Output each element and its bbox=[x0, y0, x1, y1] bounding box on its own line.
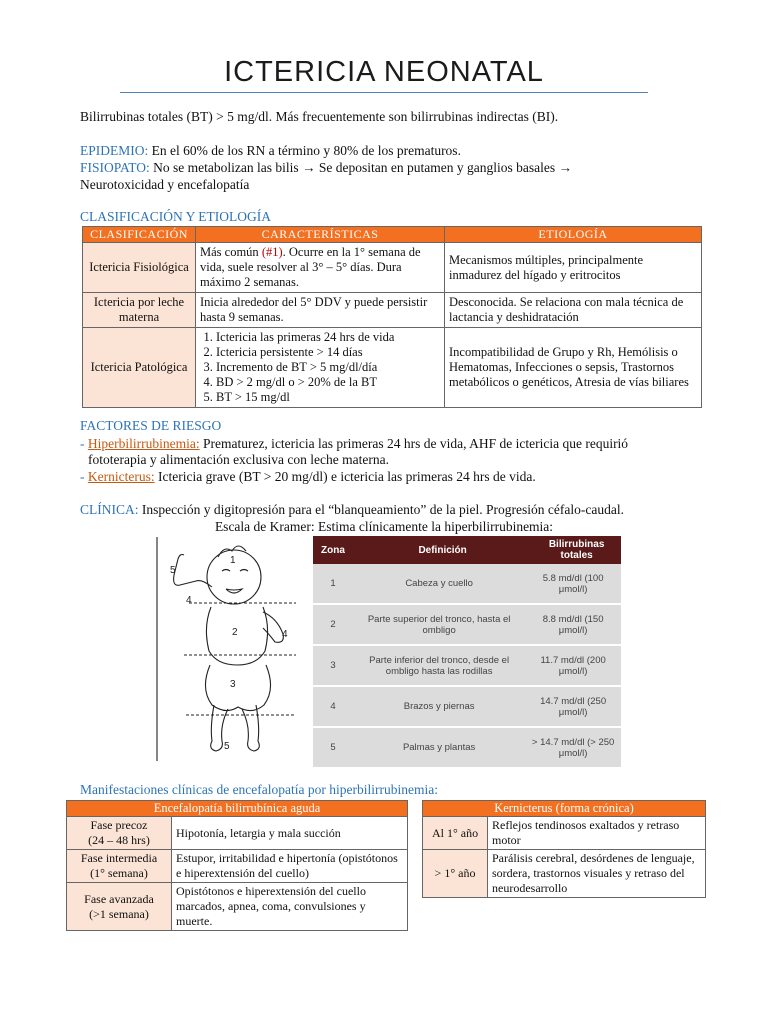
table-row bbox=[313, 604, 621, 645]
table-row bbox=[313, 727, 621, 768]
definicion-cell: Brazos y piernas bbox=[353, 686, 525, 727]
desc-cell: Estupor, irritabilidad e hipertonía (opistótonos e hiperextensión del cuello) bbox=[172, 850, 408, 883]
row-characteristics bbox=[196, 328, 445, 408]
table-row bbox=[423, 817, 706, 850]
col-header: CARACTERÍSTICAS bbox=[196, 227, 445, 243]
edad-cell: > 1° año bbox=[423, 850, 488, 898]
hiper-text: Prematurez, ictericia las primeras 24 hrs de vida, AHF de ictericia que requirió bbox=[199, 436, 629, 451]
fisiopato-text-2: Neurotoxicidad y encefalopatía bbox=[80, 177, 250, 192]
row-etiology: Desconocida. Se relaciona con mala técnica de lactancia y deshidratación bbox=[445, 293, 702, 328]
zone-label: 5 bbox=[170, 565, 176, 576]
list-item: 3. Incremento de BT > 5 mg/dl/día bbox=[216, 360, 440, 375]
table-row bbox=[67, 817, 408, 850]
fisiopato-line bbox=[80, 159, 572, 176]
zone-label: 5 bbox=[224, 741, 230, 752]
fase-cell bbox=[67, 850, 172, 883]
clasificacion-table bbox=[82, 226, 702, 408]
table-row bbox=[83, 243, 702, 293]
epidemio-text: En el 60% de los RN a término y 80% de los prematuros. bbox=[148, 143, 461, 158]
reference-marker: (#1) bbox=[261, 245, 283, 259]
hiper-text-2: fototerapia y alimentación exclusiva con leche materna. bbox=[88, 452, 389, 467]
clinica-label: CLÍNICA: bbox=[80, 502, 139, 517]
edad-cell: Al 1° año bbox=[423, 817, 488, 850]
table-row bbox=[423, 850, 706, 898]
fase-duration: (>1 semana) bbox=[89, 906, 149, 921]
row-etiology: Mecanismos múltiples, principalmente inmadurez del hígado y eritrocitos bbox=[445, 243, 702, 293]
row-name: Ictericia Fisiológica bbox=[83, 243, 196, 293]
desc-cell: Parálisis cerebral, desórdenes de lenguaje, sordera, trastornos visuales y retraso del neurodesarrollo bbox=[488, 850, 706, 898]
row-characteristics: Inicia alrededor del 5° DDV y puede persistir hasta 9 semanas. bbox=[196, 293, 445, 328]
page-title: ICTERICIA NEONATAL bbox=[224, 56, 544, 88]
table-row bbox=[67, 883, 408, 931]
row-characteristics bbox=[196, 243, 445, 293]
table-row bbox=[67, 850, 408, 883]
dash: - bbox=[80, 469, 88, 484]
definicion-cell: Parte inferior del tronco, desde el ombligo hasta las rodillas bbox=[353, 645, 525, 686]
row-name: Ictericia por leche materna bbox=[83, 293, 196, 328]
list-item: 1. Ictericia las primeras 24 hrs de vida bbox=[216, 330, 440, 345]
definicion-cell: Palmas y plantas bbox=[353, 727, 525, 768]
definicion-cell: Cabeza y cuello bbox=[353, 564, 525, 604]
chars-text: . Ocurre en la 1° semana de vida, suele resolver al 3° – 5° días. Dura máximo 2 semanas. bbox=[200, 245, 421, 289]
zona-cell: 4 bbox=[313, 686, 353, 727]
table-header: Kernicterus (forma crónica) bbox=[423, 801, 706, 817]
bt-cell: 11.7 md/dl (200 μmol/l) bbox=[525, 645, 621, 686]
clinica-text: Inspección y digitopresión para el “blanqueamiento” de la piel. Progresión céfalo-caudal. bbox=[138, 502, 624, 517]
desc-cell: Reflejos tendinosos exaltados y retraso motor bbox=[488, 817, 706, 850]
list-item: 4. BD > 2 mg/dl o > 20% de la BT bbox=[216, 375, 440, 390]
zona-cell: 3 bbox=[313, 645, 353, 686]
fase-cell bbox=[67, 883, 172, 931]
kernicterus-cronico-table bbox=[422, 800, 706, 898]
title-divider bbox=[120, 92, 648, 93]
kramer-caption: Escala de Kramer: Estima clínicamente la hiperbilirrubinemia: bbox=[214, 519, 554, 534]
chars-text: Más común bbox=[200, 245, 262, 259]
zona-cell: 2 bbox=[313, 604, 353, 645]
bt-cell: 5.8 md/dl (100 μmol/l) bbox=[525, 564, 621, 604]
intro-text: Bilirrubinas totales (BT) > 5 mg/dl. Más frecuentemente son bilirrubinas indirectas (BI). bbox=[80, 109, 559, 124]
list-item: 2. Ictericia persistente > 14 días bbox=[216, 345, 440, 360]
kramer-table bbox=[313, 536, 621, 769]
col-header: Bilirrubinas totales bbox=[525, 536, 621, 564]
table-row bbox=[313, 645, 621, 686]
fase-name: Fase avanzada bbox=[84, 891, 154, 906]
table-row bbox=[313, 564, 621, 604]
zone-label: 1 bbox=[230, 555, 236, 566]
table-row bbox=[83, 293, 702, 328]
desc-cell: Opistótonos e hiperextensión del cuello marcados, apnea, coma, convulsiones y muerte. bbox=[172, 883, 408, 931]
hiper-line bbox=[80, 435, 628, 452]
table-row bbox=[313, 686, 621, 727]
baby-raised-arm bbox=[174, 555, 212, 588]
baby-mouth bbox=[226, 589, 242, 593]
zone-label: 4 bbox=[186, 595, 192, 606]
hiperbilirrubinemia-link[interactable]: Hiperbilirrubinemia: bbox=[87, 436, 200, 451]
bt-cell: > 14.7 md/dl (> 250 μmol/l) bbox=[525, 727, 621, 768]
baby-diaper bbox=[205, 665, 270, 711]
zona-cell: 1 bbox=[313, 564, 353, 604]
factores-heading: FACTORES DE RIESGO bbox=[80, 418, 222, 433]
row-etiology: Incompatibilidad de Grupo y Rh, Hemólisis o Hematomas, Infecciones o sepsis, Trastornos metabólicos o genéticos, Atresia de vías biliares bbox=[445, 328, 702, 408]
definicion-cell: Parte superior del tronco, hasta el ombligo bbox=[353, 604, 525, 645]
list-item: 5. BT > 15 mg/dl bbox=[216, 390, 440, 405]
zone-label: 3 bbox=[230, 679, 236, 690]
zone-label: 2 bbox=[232, 627, 238, 638]
fase-duration: (1° semana) bbox=[90, 866, 148, 880]
fase-name: Fase precoz bbox=[90, 818, 148, 832]
desc-cell: Hipotonía, letargia y mala succión bbox=[172, 817, 408, 850]
fisiopato-label: FISIOPATO: bbox=[80, 160, 150, 175]
fase-duration: (24 – 48 hrs) bbox=[88, 833, 150, 847]
zone-label: 4 bbox=[282, 629, 288, 640]
fase-name: Fase intermedia bbox=[80, 851, 158, 865]
clinica-line bbox=[80, 501, 624, 518]
bt-cell: 8.8 md/dl (150 μmol/l) bbox=[525, 604, 621, 645]
bt-cell: 14.7 md/dl (250 μmol/l) bbox=[525, 686, 621, 727]
dash: - bbox=[80, 436, 88, 451]
baby-right-leg bbox=[242, 705, 259, 751]
epidemio-label: EPIDEMIO: bbox=[80, 143, 149, 158]
epidemio-line bbox=[80, 142, 461, 159]
table-header: Encefalopatía bilirrubínica aguda bbox=[67, 801, 408, 817]
baby-zones-illustration bbox=[156, 537, 302, 761]
fase-cell bbox=[67, 817, 172, 850]
pathologic-criteria-list bbox=[200, 330, 440, 405]
col-header: ETIOLOGÍA bbox=[445, 227, 702, 243]
table-row bbox=[83, 328, 702, 408]
kernicterus-link[interactable]: Kernicterus: bbox=[87, 469, 155, 484]
manifestaciones-heading: Manifestaciones clínicas de encefalopatía por hiperbilirrubinemia: bbox=[80, 782, 438, 797]
col-header: CLASIFICACIÓN bbox=[83, 227, 196, 243]
zona-cell: 5 bbox=[313, 727, 353, 768]
encefalopatia-aguda-table bbox=[66, 800, 408, 931]
kern-text: Ictericia grave (BT > 20 mg/dl) e ictericia las primeras 24 hrs de vida. bbox=[154, 469, 536, 484]
clasificacion-heading: CLASIFICACIÓN Y ETIOLOGÍA bbox=[80, 209, 271, 224]
col-header: Definición bbox=[353, 536, 525, 564]
fisiopato-text: No se metabolizan las bilis → Se depositan en putamen y ganglios basales → bbox=[149, 160, 572, 175]
row-name: Ictericia Patológica bbox=[83, 328, 196, 408]
col-header: Zona bbox=[313, 536, 353, 564]
baby-eyes bbox=[222, 570, 248, 572]
kern-line bbox=[80, 468, 536, 485]
